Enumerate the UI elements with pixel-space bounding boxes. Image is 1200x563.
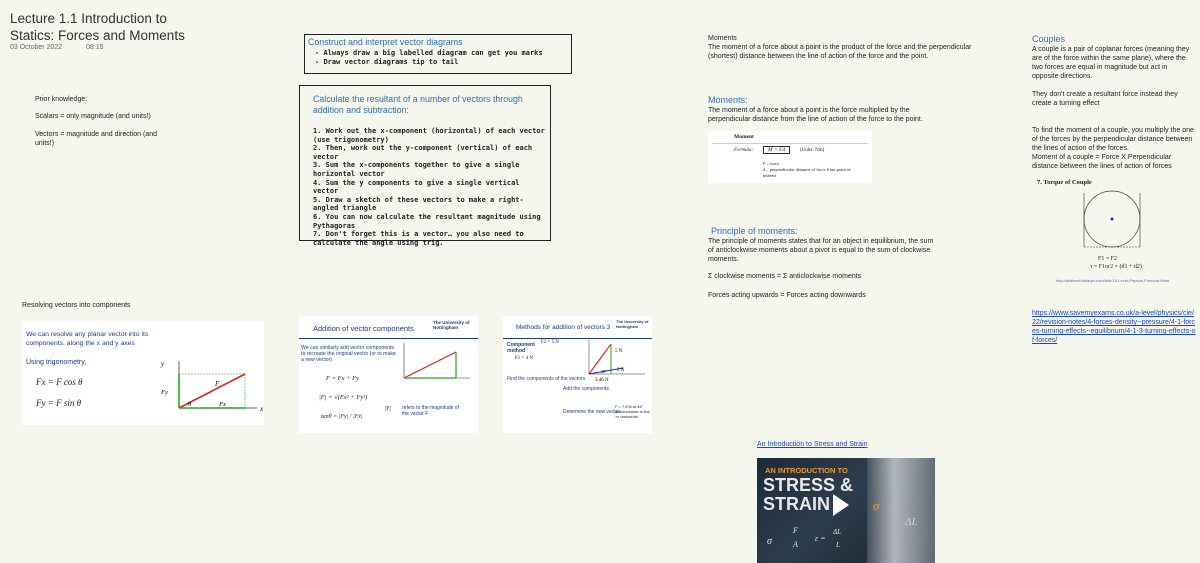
savemyexams-link[interactable]: https://www.savemyexams.co.uk/a-level/physics/cie/22/revision-notes/4-forces-density--pressure/4-1-forces-turning-effects--equilibrium/4-1-3-turning-effects-of-forces/ bbox=[1032, 310, 1196, 344]
torque-eq2: τ = F1or2 × (d1 + d2) bbox=[1090, 264, 1142, 270]
eq-fy: Fy = F sin θ bbox=[36, 398, 81, 408]
construct-heading: Construct and interpret vector diagrams bbox=[308, 37, 463, 47]
eq-fx: Fx = F cos θ bbox=[36, 377, 83, 387]
uni-logo: The University of Nottingham bbox=[616, 319, 649, 329]
torque-diagram bbox=[1072, 189, 1192, 261]
thumb-line3: STRAIN bbox=[763, 494, 830, 514]
thumb-sigma-orange: σ bbox=[873, 498, 880, 513]
play-icon[interactable] bbox=[833, 494, 849, 516]
n2-label: 2 N bbox=[617, 368, 625, 373]
principle-eq2: Forces acting upwards = Forces acting downwards bbox=[708, 292, 866, 299]
thumb-line2: STRESS & bbox=[763, 475, 854, 495]
resolving-diagram bbox=[157, 356, 267, 418]
moment-formula-card bbox=[708, 131, 872, 183]
thumb-l: L bbox=[836, 541, 840, 549]
thumb-f: F bbox=[793, 526, 798, 535]
step-item: 5. Draw a sketch of these vectors to make a right-angled triangle bbox=[313, 195, 524, 213]
f1-label: F1 = 4 N bbox=[515, 356, 533, 361]
step-item: 3. Sum the x-components together to give a single horizontal vector bbox=[313, 161, 520, 178]
thumb-eps: ε = bbox=[815, 534, 826, 543]
slide-methods bbox=[503, 316, 652, 433]
resultant-steps bbox=[313, 127, 545, 247]
formula-units: (Units: Nm) bbox=[800, 148, 825, 153]
label-theta: θ bbox=[188, 401, 192, 408]
thumb-a: A bbox=[793, 540, 798, 549]
step-item: 7. Don't forget this is a vector… you also need to calculate the angle using trig. bbox=[313, 230, 524, 247]
moments-text: The moment of a force about a point is the product of the force and the perpendicular (shortest) distance between the line of action of the force and the point. bbox=[708, 44, 972, 60]
formula-title: Moment bbox=[734, 134, 754, 140]
torque-figure bbox=[1032, 176, 1194, 284]
determine-vector: Determine the new vector bbox=[563, 409, 620, 415]
couples-text4: Moment of a couple = Force X Perpendicular distance between the lines of action of forces bbox=[1032, 154, 1172, 170]
formula-label: Formula: bbox=[734, 148, 754, 153]
thumb-dl: ΔL bbox=[833, 528, 842, 536]
result-text: F = 7.8 N at 44° anticlockwise to the +x horizontal bbox=[615, 404, 650, 419]
eq-tan: tanθ = |Fy| / |Fx| bbox=[321, 414, 363, 420]
addition-diagram bbox=[394, 340, 476, 386]
step-item: 4. Sum the y components to give a single vertical vector bbox=[313, 178, 520, 196]
formula-where2: d – perpendicular distance of force from point of interest bbox=[763, 167, 851, 178]
formula-eq: M = Fd bbox=[763, 146, 790, 154]
resolving-text: We can resolve any planar vector into its components, along the x and y axes bbox=[26, 331, 149, 347]
construct-bullets bbox=[315, 49, 543, 66]
find-components: Find the components of the vectors bbox=[507, 376, 586, 382]
resultant-box bbox=[299, 85, 551, 247]
thumb-sigma: σ bbox=[767, 536, 772, 547]
angle-label: 30° bbox=[601, 369, 607, 374]
slide-rule bbox=[299, 338, 478, 339]
refers-text: refers to the magnitude of the vector F bbox=[402, 405, 459, 417]
f2-label: F2 = 5 N bbox=[541, 340, 559, 345]
label-x: x bbox=[260, 405, 264, 413]
principle-text: The principle of moments states that for an object in equilibrium, the sum of anticlockwise moments about a pivot is equal to the sum of clockwise moments. bbox=[708, 238, 934, 263]
methods-diagram bbox=[581, 338, 651, 382]
couples-text1: A couple is a pair of coplanar forces (meaning they are of the force within the same plane), where the two forces are equal in magnitude but act in opposite directions. bbox=[1032, 46, 1190, 80]
label-fy: Fy bbox=[161, 389, 168, 396]
principle-heading: Principle of moments: bbox=[711, 226, 798, 236]
thumb-dl-big: ΔL bbox=[905, 516, 918, 528]
video-link[interactable]: An Introduction to Stress and Strain bbox=[757, 441, 868, 448]
n346-label: 3.46 N bbox=[595, 378, 609, 382]
thumb-line1: AN INTRODUCTION TO bbox=[765, 466, 848, 475]
torque-eq1: F1 = F2 bbox=[1098, 256, 1118, 262]
add-components: Add the components bbox=[563, 386, 609, 392]
prior-heading: Prior knowledge: bbox=[35, 96, 88, 103]
principle-eq1: Σ clockwise moments = Σ anticlockwise moments bbox=[708, 273, 862, 280]
torque-source: http://alldimeli.bdfaqer.com/bnb/10-Level-Physics-Formula-Meet bbox=[1056, 278, 1170, 283]
step-item: 6. You can now calculate the resultant magnitude using Pythagoras bbox=[313, 212, 541, 230]
slide-addition-text: We can similarly add vector components to recreate the original vector (or to make a new vector) bbox=[301, 345, 396, 363]
resolving-slide bbox=[22, 321, 264, 425]
moments2-heading: Moments: bbox=[708, 95, 748, 105]
uni-logo: The University of Nottingham bbox=[433, 320, 470, 330]
couples-text2: They don't create a resultant force instead they create a turning effect bbox=[1032, 91, 1178, 107]
construct-bullet: - Draw vector diagrams tip to tail bbox=[315, 57, 459, 66]
page-title: Lecture 1.1 Introduction to Statics: Forces and Moments bbox=[10, 11, 185, 43]
slide-addition-title: Addition of vector components bbox=[313, 324, 414, 333]
couples-text3: To find the moment of a couple, you multiply the one of the forces by the perpendicular distance between the lines of action of the forces. bbox=[1032, 127, 1194, 152]
torque-title: 7. Torque of Couple bbox=[1037, 179, 1092, 186]
slide-methods-title: Methods for addition of vectors 3 bbox=[516, 324, 611, 331]
construct-box bbox=[304, 34, 572, 74]
slide-addition bbox=[299, 316, 478, 433]
eq-sum: F = Fx + Fy bbox=[326, 375, 359, 382]
eq-magnitude: |F| = √(Fx² + Fy²) bbox=[319, 394, 368, 401]
step-item: 1. Work out the x-component (horizontal) of each vector (use trigonometry) bbox=[313, 127, 545, 144]
label-fx: Fx bbox=[219, 401, 226, 408]
resolving-trig: Using trigonometry, bbox=[26, 359, 87, 366]
prior-vectors: Vectors = magnitude and direction (and units!) bbox=[35, 131, 157, 147]
formula-where1: F – force bbox=[763, 161, 780, 166]
prior-scalars: Scalars = only magnitude (and units!) bbox=[35, 113, 151, 120]
abs-f: |F| bbox=[385, 406, 391, 412]
video-thumbnail[interactable] bbox=[757, 458, 935, 563]
label-f: F bbox=[215, 380, 220, 388]
component-method: Component method bbox=[507, 342, 535, 354]
moments-heading: Moments bbox=[708, 35, 737, 42]
step-item: 2. Then, work out the y-component (vertical) of each vector bbox=[313, 144, 533, 161]
page-date: 03 October 2022 bbox=[10, 44, 63, 51]
couples-heading: Couples bbox=[1032, 34, 1066, 44]
n5-label: 5 N bbox=[615, 349, 623, 354]
construct-bullet: - Always draw a big labelled diagram can get you marks bbox=[315, 49, 543, 57]
resultant-heading: Calculate the resultant of a number of vectors through addition and subtraction: bbox=[313, 94, 523, 115]
resolving-heading: Resolving vectors into components bbox=[22, 302, 131, 309]
moments2-text: The moment of a force about a point is the force multiplied by the perpendicular distance from the line of action of the force to the point. bbox=[708, 107, 923, 123]
label-y: y bbox=[161, 360, 165, 368]
page-time: 08:15 bbox=[86, 44, 104, 51]
